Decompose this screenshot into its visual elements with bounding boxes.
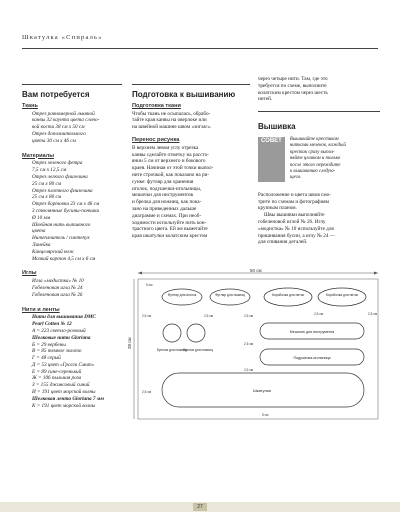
mats-line: Линейка xyxy=(32,241,51,248)
mats-line: Отрез бортовки 23 см х 46 см xyxy=(32,201,100,208)
thread-box-shape-2 xyxy=(318,288,366,306)
dim-label: 5 см xyxy=(146,283,153,287)
fob-label-2: Брелок для ножниц xyxy=(183,348,213,352)
thread-box-label-2: Коробочка для ниток xyxy=(325,293,359,297)
fob-shape-1 xyxy=(163,324,181,342)
tip-line: после этого переходите xyxy=(289,162,341,168)
body-line: трите по схемам и фотографиям xyxy=(258,198,329,205)
needle-line: Игла «модистка» № 10 xyxy=(32,278,84,285)
thread-line: Б = 29 вербены xyxy=(32,341,66,348)
fabric-line: вой кости 38 см х 50 см xyxy=(32,124,85,131)
fabric-line: Отрез равномерной льняной xyxy=(32,110,95,117)
header-rule xyxy=(22,48,378,49)
needle-line: Гобеленовая игла № 26 xyxy=(32,291,83,298)
mats-line: Отрез плотного флизелина xyxy=(32,187,93,194)
tip-line: крестик сразу выпол- xyxy=(289,149,335,155)
layout-diagram xyxy=(127,268,384,421)
height-label: 38 см xyxy=(127,337,132,349)
mats-line: Ø 10 мм xyxy=(32,214,51,221)
ribbon-title: Шелковая лента Gloriana 7 мм xyxy=(32,395,104,402)
tip-text xyxy=(290,137,346,182)
prep-line: Чтобы ткань не осыпалась, обрабо- xyxy=(132,110,211,117)
page-number: 27 xyxy=(193,503,207,511)
mats-line: Нитеплнитель / синтепух xyxy=(32,235,90,242)
body-line: Швы вышивки выполняйте xyxy=(264,212,325,219)
dim-label: 5 см xyxy=(262,413,269,417)
fabric-prep-text xyxy=(132,111,250,131)
thread-line: К = 191 цвет морской волны xyxy=(32,402,96,409)
cont-line: нитей. xyxy=(258,96,273,103)
preparation-rule xyxy=(132,84,250,85)
thread-line: Е = 89 сине-серенький xyxy=(32,368,82,375)
width-label: 50 см xyxy=(250,268,262,273)
pattern-heading: Перенос рисунка xyxy=(132,136,180,143)
dim-label: 2,5 см xyxy=(142,390,152,394)
pattern-line: трастного цвета. Ей же выметайте xyxy=(132,226,208,233)
fabric-line: Отрез дополнительного xyxy=(32,130,86,137)
body-line: пришивания бусин, а иглу № 24 — xyxy=(258,232,335,239)
mats-line: Отрез легкого флизелина xyxy=(32,173,88,180)
tip-badge: СОВЕТ xyxy=(258,137,285,182)
tool-pouch-label: Мешочек для инструмента xyxy=(289,330,335,334)
fob-label-1: Брелок для ножниц xyxy=(157,348,187,352)
body-line: крупным планом. xyxy=(258,205,297,212)
body-line: «модистка» № 10 используйте для xyxy=(258,225,334,232)
dim-label: 2,5 см xyxy=(244,368,254,372)
tip-line: нитками мелеков, каждый xyxy=(289,143,346,149)
needle-case-label: Футляр для иголок xyxy=(167,293,197,297)
scissors-case-label: Футляр для ножниц xyxy=(215,293,245,297)
materials-heading: Вам потребуется xyxy=(22,90,90,99)
fabric-prep-heading: Подготовка ткани xyxy=(132,102,181,109)
needle-case-shape xyxy=(162,289,202,305)
thread-line: Ж = 106 пыльная роза xyxy=(32,375,82,382)
dmc-title: Нити для вышивания DMC xyxy=(32,314,96,321)
mats-line: Канцелярский нож xyxy=(32,248,74,255)
thread-box-shape-1 xyxy=(264,288,312,306)
tip-line: Вышивайте крестиком xyxy=(289,136,339,142)
pattern-line: края шкатулки колатским крестом xyxy=(132,233,208,240)
pattern-line: и брелка для ножниц, как пока- xyxy=(132,199,202,206)
box-lid-label: Шкатулка xyxy=(253,388,271,393)
scissors-case-shape xyxy=(210,289,250,305)
dim-label: 2,5 см xyxy=(314,312,324,316)
pattern-line: сунке: футляр для хранения xyxy=(132,178,194,185)
prep-line: на швейной машине швом «зигзаг». xyxy=(132,124,212,131)
dim-label: 2,5 см xyxy=(142,314,152,318)
thread-line: И = 191 цвет морской волны xyxy=(32,389,96,396)
preparation-column xyxy=(132,92,250,240)
continued-text xyxy=(258,76,380,103)
needle-line: Гобеленовая игла № 24 xyxy=(32,284,83,291)
threads-heading: Нити и ленты xyxy=(22,306,60,313)
prep-line: тайте края канвы на оверлоке или xyxy=(132,117,207,124)
fob-shape-2 xyxy=(187,324,205,342)
mats-line: 25 см х 80 см xyxy=(32,194,62,201)
preparation-heading: Подготовка к вышиванию xyxy=(132,90,236,99)
silk-title: Шелковые нити Gloriana xyxy=(32,334,91,341)
tip-line: няйте целиком и только xyxy=(289,156,341,162)
dim-label: 2,5 см xyxy=(368,312,378,316)
page-header: Шкатулка «Спираль» xyxy=(22,34,103,41)
mats-line: цвета xyxy=(32,228,46,235)
pattern-line: В верхнем левом углу отрезка xyxy=(132,144,199,151)
pattern-line: зано на приведенных дальше xyxy=(132,205,197,212)
mats-list xyxy=(22,160,122,262)
pattern-line: ходимости используйте нить кон- xyxy=(132,219,207,226)
mats-line: Швейная нить выпшвного xyxy=(32,221,91,228)
materials-rule xyxy=(22,84,122,85)
thread-box-label-1: Коробочка для ниток xyxy=(271,293,305,297)
dmc-sub: Pearl Cotton № 12 xyxy=(32,321,72,328)
body-line: для спивания деталей. xyxy=(258,239,308,246)
cont-line: через четыре нити. Там, где это xyxy=(258,76,328,82)
dim-label: 2,5 см xyxy=(244,342,254,346)
fabric-list xyxy=(22,111,122,145)
dim-label: 2,5 см xyxy=(204,314,214,318)
pattern-line: диаграмме и схемах. При необ- xyxy=(132,212,202,219)
embroidery-rule xyxy=(258,111,380,112)
body-line: гобеленовой иглой № 26. Иглу xyxy=(258,219,326,226)
needles-list xyxy=(22,278,122,298)
embroidery-column xyxy=(258,76,380,246)
pattern-line: янии 5 см от верхнего и бокового xyxy=(132,158,206,165)
thread-line: А = 223 светло-розовый xyxy=(32,327,86,334)
mats-heading: Материалы xyxy=(22,152,54,159)
tip-box xyxy=(258,137,380,182)
dim-label: 2,5 см xyxy=(244,314,254,318)
pattern-line: канвы сделайте отметку на рассто- xyxy=(132,151,209,158)
fabric-line: цвета 30 см х 46 см xyxy=(32,137,76,144)
pattern-line: иголок, подушечки-игольницы, xyxy=(132,185,202,192)
embroidery-heading: Вышивка xyxy=(258,122,296,132)
thread-line: В = 85 темное золото xyxy=(32,348,82,355)
thread-line: З = 155 джинсовый синий xyxy=(32,382,90,389)
thread-line: Д = 53 цвет «Грогги Смит» xyxy=(32,361,95,368)
mats-line: Отрез зеленого фетра xyxy=(32,160,83,167)
pattern-line: краев. Начиная от этой точки выпол- xyxy=(132,165,214,172)
needles-heading: Иглы xyxy=(22,270,37,277)
materials-column xyxy=(22,92,122,409)
fabric-line: канвы 32 каунта цвета слоно- xyxy=(32,117,100,124)
fabric-heading: Ткань xyxy=(22,102,38,109)
pattern-text xyxy=(132,145,250,240)
threads-list xyxy=(22,314,122,409)
pattern-line: мешочки для инструментов xyxy=(132,192,193,199)
cont-line: требуется по схеме, выполните xyxy=(258,82,327,89)
cont-line: колатским крестом через шесть xyxy=(258,89,328,96)
mats-line: 7,5 см х 12,5 см xyxy=(32,167,67,174)
mats-line: Мазкий картон 4,5 см х 6 см xyxy=(32,255,96,262)
thread-line: Г = 48 серый xyxy=(32,355,61,362)
pincushion-label: Подушечка-игольница xyxy=(293,356,331,360)
mats-line: 3 стеклянные бусины-пончики xyxy=(32,207,100,214)
body-line: Расположение и цвета швов смо- xyxy=(258,191,331,198)
body-text xyxy=(258,192,380,246)
tip-line: щего. xyxy=(289,175,302,181)
mats-line: 25 см х 80 см xyxy=(32,180,62,187)
tip-line: к вышиванию следую- xyxy=(289,169,336,175)
pattern-line: ните строчкой, как показано на ри- xyxy=(132,171,210,178)
